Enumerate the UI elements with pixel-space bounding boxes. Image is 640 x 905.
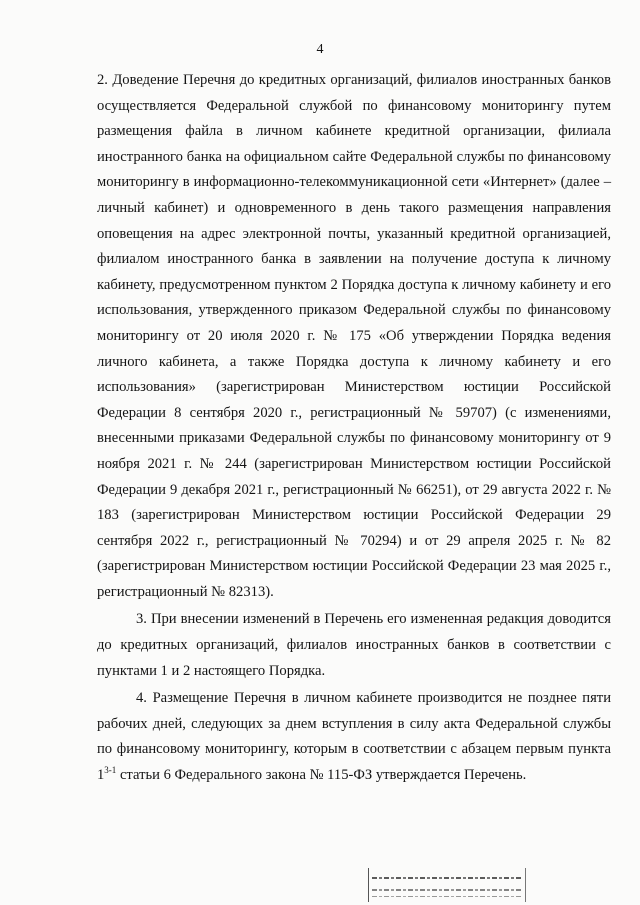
page-number: 4 xyxy=(316,42,324,57)
stamp-line xyxy=(372,889,522,891)
stamp-line xyxy=(372,877,522,879)
paragraph-4-text-end: статьи 6 Федерального закона № 115-ФЗ утверждается Перечень. xyxy=(116,767,527,784)
paragraph-4-text-start: 4. Размещение Перечня в личном кабинете производится не позднее пяти рабочих дней, следующих за днем вступления в силу акта Федеральной службы по финансовому мониторингу, которым в соответствии с абзацем первым пункта 1 xyxy=(97,690,611,784)
paragraph-4 xyxy=(97,686,611,788)
clause-superscript: 3-1 xyxy=(104,765,117,776)
document-body xyxy=(97,68,611,789)
document-stamp xyxy=(368,868,526,902)
paragraph-2: 2. Доведение Перечня до кредитных организаций, филиалов иностранных банков осуществляется Федеральной службой по финансовому мониторингу путем размещения файла в личном кабинете кредитной организации, филиала иностранного банка на официальном сайте Федеральной службы по финансовому мониторингу в информационно-телекоммуникационной сети «Интернет» (далее – личный кабинет) и одновременного в день такого размещения направления оповещения на адрес электронной почты, указанный кредитной организацией, филиалом иностранного банка в заявлении на получение доступа к личному кабинету, предусмотренном пунктом 2 Порядка доступа к личному кабинету и его использования, утвержденного приказом Федеральной службы по финансовому мониторингу от 20 июля 2020 г. № 175 «Об утверждении Порядка ведения личного кабинета, а также Порядка доступа к личному кабинету и его использования» (зарегистрирован Министерством юстиции Российской Федерации 8 сентября 2020 г., регистрационный № 59707) (с изменениями, внесенными приказами Федеральной службы по финансовому мониторингу от 9 ноября 2021 г. № 244 (зарегистрирован Министерством юстиции Российской Федерации 9 декабря 2021 г., регистрационный № 66251), от 29 августа 2022 г. № 183 (зарегистрирован Министерством юстиции Российской Федерации 29 сентября 2022 г., регистрационный № 70294) и от 29 апреля 2025 г. № 82 (зарегистрирован Министерством юстиции Российской Федерации 23 мая 2025 г., регистрационный № 82313). xyxy=(97,72,611,600)
stamp-line xyxy=(372,896,522,897)
paragraph-3: 3. При внесении изменений в Перечень его измененная редакция доводится до кредитных организаций, филиалов иностранных банков в соответствии с пунктами 1 и 2 настоящего Порядка. xyxy=(97,611,611,679)
